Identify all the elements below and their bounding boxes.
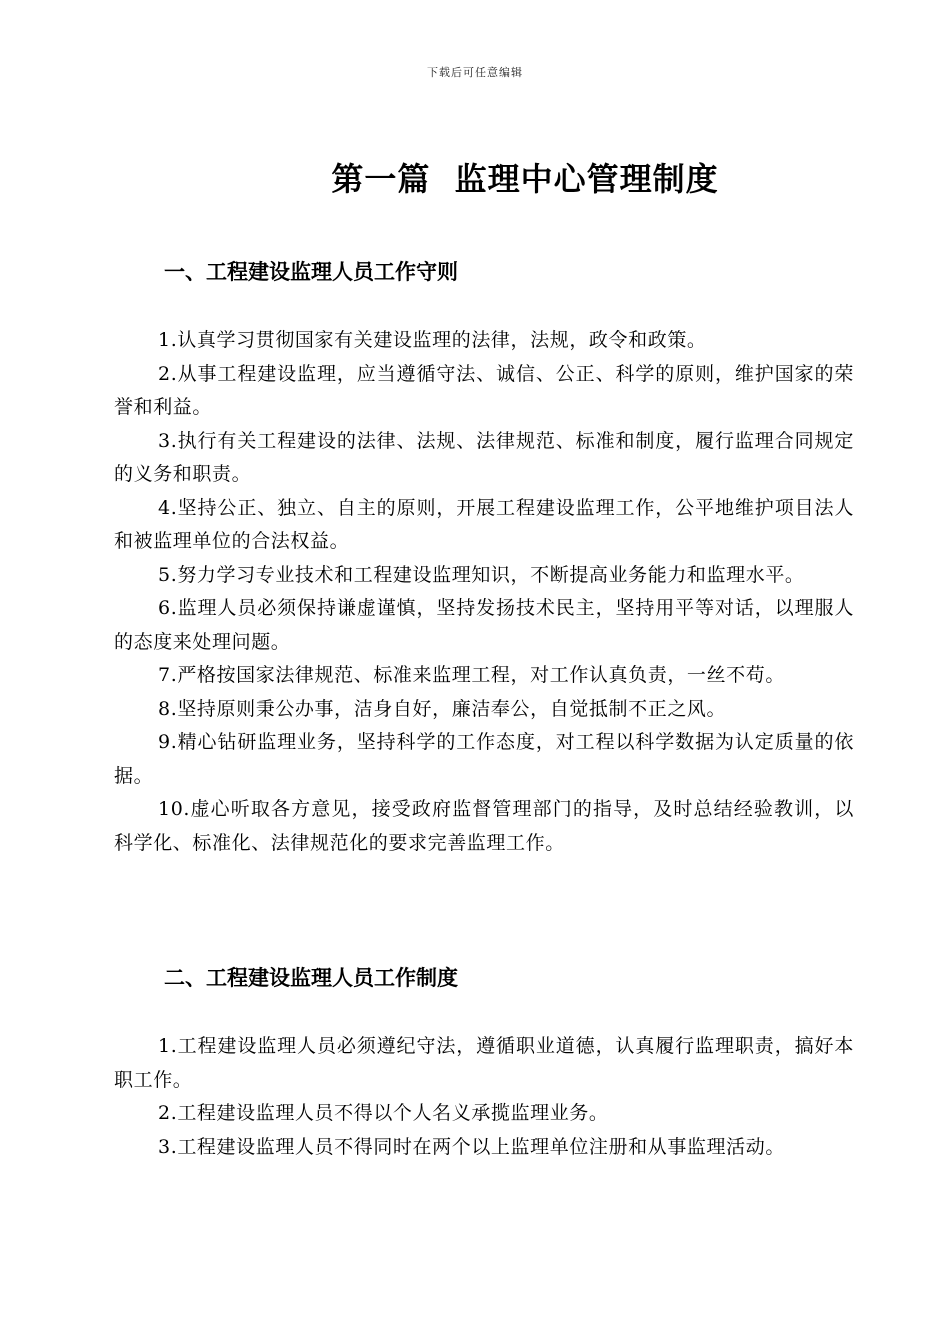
page-title: 第一篇 监理中心管理制度 xyxy=(331,160,719,198)
section-work-system xyxy=(114,960,854,1164)
rules-list xyxy=(114,324,854,860)
list-item: 6.监理人员必须保持谦虚谨慎，坚持发扬技术民主，坚持用平等对话，以理服人的态度来处理问题。 xyxy=(114,597,854,653)
list-item: 3.执行有关工程建设的法律、法规、法律规范、标准和制度，履行监理合同规定的义务和职责。 xyxy=(114,429,854,485)
list-item: 5.努力学习专业技术和工程建设监理知识，不断提高业务能力和监理水平。 xyxy=(158,563,805,586)
list-item: 4.坚持公正、独立、自主的原则，开展工程建设监理工作，公平地维护项目法人和被监理单位的合法权益。 xyxy=(114,496,854,552)
section-work-rules xyxy=(114,254,854,860)
rules-list xyxy=(114,1030,854,1164)
list-item: 2.工程建设监理人员不得以个人名义承揽监理业务。 xyxy=(158,1102,609,1124)
list-item: 1.工程建设监理人员必须遵纪守法，遵循职业道德，认真履行监理职责，搞好本职工作。 xyxy=(114,1035,854,1091)
list-item: 8.坚持原则秉公办事，洁身自好，廉洁奉公，自觉抵制不正之风。 xyxy=(158,697,727,720)
section-heading: 一、工程建设监理人员工作守则 xyxy=(164,260,458,284)
header-note: 下载后可任意编辑 xyxy=(427,66,523,79)
list-item: 3.工程建设监理人员不得同时在两个以上监理单位注册和从事监理活动。 xyxy=(158,1135,785,1158)
list-item: 9.精心钻研监理业务，坚持科学的工作态度，对工程以科学数据为认定质量的依据。 xyxy=(114,731,854,787)
list-item: 1.认真学习贯彻国家有关建设监理的法律，法规，政令和政策。 xyxy=(158,329,707,351)
list-item: 7.严格按国家法律规范、标准来监理工程，对工作认真负责，一丝不苟。 xyxy=(158,664,785,686)
list-item: 2.从事工程建设监理，应当遵循守法、诚信、公正、科学的原则，维护国家的荣誉和利益。 xyxy=(114,362,854,418)
section-heading: 二、工程建设监理人员工作制度 xyxy=(164,966,458,990)
list-item: 10.虚心听取各方意见，接受政府监督管理部门的指导，及时总结经验教训，以科学化、标准化、法律规范化的要求完善监理工作。 xyxy=(114,798,854,854)
